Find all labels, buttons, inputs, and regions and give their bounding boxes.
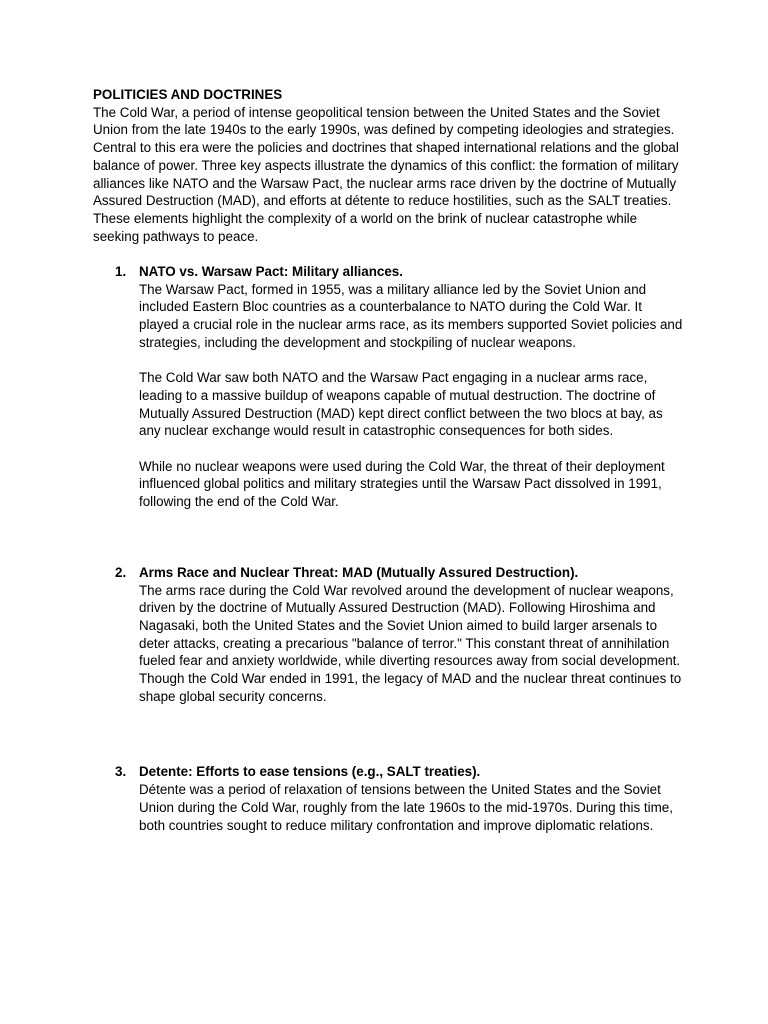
section-arms-race: [93, 564, 683, 706]
intro-paragraph: The Cold War, a period of intense geopolitical tension between the United States and the Soviet Union from the late 1940s to the early 1990s, was defined by competing ideologies and strategies. Central to this era were the policies and doctrines that shaped international relations and the global balance of power. Three key aspects illustrate the dynamics of this conflict: the formation of military alliances like NATO and the Warsaw Pact, the nuclear arms race driven by the doctrine of Mutually Assured Destruction (MAD), and efforts at détente to reduce hostilities, such as the SALT treaties. These elements highlight the complexity of a world on the brink of nuclear catastrophe while seeking pathways to peace.: [93, 104, 679, 244]
section-paragraph: The arms race during the Cold War revolved around the development of nuclear weapons, driven by the doctrine of Mutually Assured Destruction (MAD). Following Hiroshima and Nagasaki, both the United States and the Soviet Union aimed to build larger arsenals to deter attacks, creating a precarious "balance of terror." This constant threat of annihilation fueled fear and anxiety worldwide, while diverting resources away from social development. Though the Cold War ended in 1991, the legacy of MAD and the nuclear threat continues to shape global security concerns.: [139, 582, 682, 704]
spacer: [93, 705, 683, 763]
section-detente: [93, 763, 683, 834]
section-nato-warsaw: [93, 263, 683, 511]
section-paragraph: The Cold War saw both NATO and the Warsaw Pact engaging in a nuclear arms race, leading to a massive buildup of weapons capable of mutual destruction. The doctrine of Mutually Assured Destruction (MAD) kept direct conflict between the two blocs at bay, as any nuclear exchange would result in catastrophic consequences for both sides.: [139, 370, 663, 439]
section-heading: Arms Race and Nuclear Threat: MAD (Mutually Assured Destruction).: [139, 564, 579, 580]
section-heading: Detente: Efforts to ease tensions (e.g., SALT treaties).: [139, 764, 481, 780]
section-paragraph: The Warsaw Pact, formed in 1955, was a military alliance led by the Soviet Union and included Eastern Bloc countries as a counterbalance to NATO during the Cold War. It played a crucial role in the nuclear arms race, as its members supported Soviet policies and strategies, including the development and stockpiling of nuclear weapons.: [139, 281, 683, 350]
spacer: [139, 440, 683, 458]
section-paragraph: Détente was a period of relaxation of tensions between the United States and the Soviet Union during the Cold War, roughly from the late 1960s to the mid-1970s. During this time, both countries sought to reduce military confrontation and improve diplomatic relations.: [139, 782, 673, 833]
document-title: POLITICIES AND DOCTRINES: [93, 87, 283, 102]
section-number: 2.: [115, 564, 127, 580]
document-body: [93, 86, 683, 834]
spacer: [139, 352, 683, 370]
section-number: 1.: [115, 264, 127, 280]
section-number: 3.: [115, 764, 127, 780]
spacer: [93, 511, 683, 564]
section-paragraph: While no nuclear weapons were used during the Cold War, the threat of their deployment influenced global politics and military strategies until the Warsaw Pact dissolved in 1991, following the end of the Cold War.: [139, 458, 665, 510]
section-heading: NATO vs. Warsaw Pact: Military alliances.: [139, 264, 403, 280]
spacer: [93, 245, 683, 263]
